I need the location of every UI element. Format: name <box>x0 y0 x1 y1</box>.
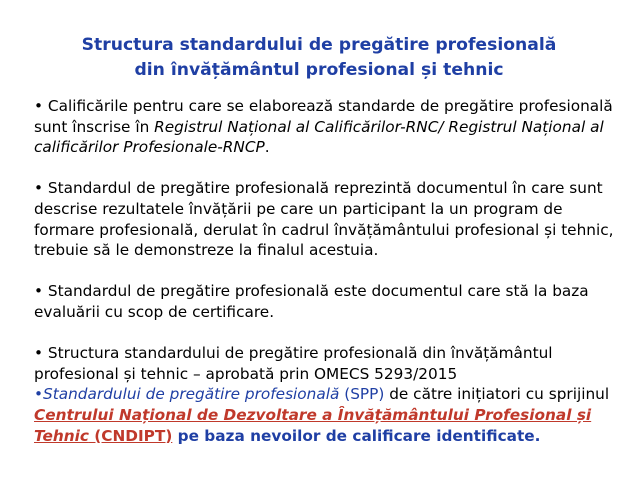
paragraph-certification <box>34 281 619 322</box>
paragraph-rnc-text: • Calificările pentru care se elaborează standarde de pregătire profesională sunt înscrise în <box>34 97 613 136</box>
slide-body <box>34 96 619 446</box>
registry-name: Registrul Național al Calificărilor-RNC/ Registrul Național al calificărilor Profesionale-RNCP <box>34 117 604 157</box>
cndipt-link[interactable]: Centrului Național de Dezvoltare a Învățământului Profesional și Tehnic <box>34 405 592 445</box>
paragraph-structure <box>34 343 619 446</box>
title-line-2: din învățământul profesional și tehnic <box>134 60 504 80</box>
title-line-1: Structura standardului de pregătire profesională <box>81 35 557 55</box>
paragraph-standard-definition-text: • Standardul de pregătire profesională reprezintă documentul în care sunt descrise rezultatele învățării pe care un participant la un program de formare profesională, derulat în cadrul învățământului profesional și tehnic, trebuie să le demonstreze la finalul acestuia. <box>34 179 614 260</box>
structure-line-1: • Structura standardului de pregătire profesională din învățământul <box>34 344 553 363</box>
slide-title <box>0 33 638 83</box>
spp-bullet: • <box>34 385 44 404</box>
closing-text: pe baza nevoilor de calificare identificate. <box>172 426 541 445</box>
cndipt-abbreviation-link[interactable]: (CNDIPT) <box>88 426 173 445</box>
paragraph-standard-definition <box>34 178 619 260</box>
paragraph-spacer <box>34 158 619 179</box>
paragraph-rnc-end: . <box>264 138 270 157</box>
paragraph-spacer <box>34 261 619 282</box>
paragraph-spacer <box>34 323 619 344</box>
spp-rest: de către inițiatori cu sprijinul <box>389 385 610 404</box>
spp-abbreviation: (SPP) <box>339 385 390 404</box>
spp-name: Standardului de pregătire profesională <box>43 385 340 404</box>
structure-line-2: profesional și tehnic – aprobată prin OMECS 5293/2015 <box>34 364 458 383</box>
paragraph-rnc-registry <box>34 96 619 158</box>
paragraph-certification-text: • Standardul de pregătire profesională este documentul care stă la baza evaluării cu scop de certificare. <box>34 282 589 321</box>
